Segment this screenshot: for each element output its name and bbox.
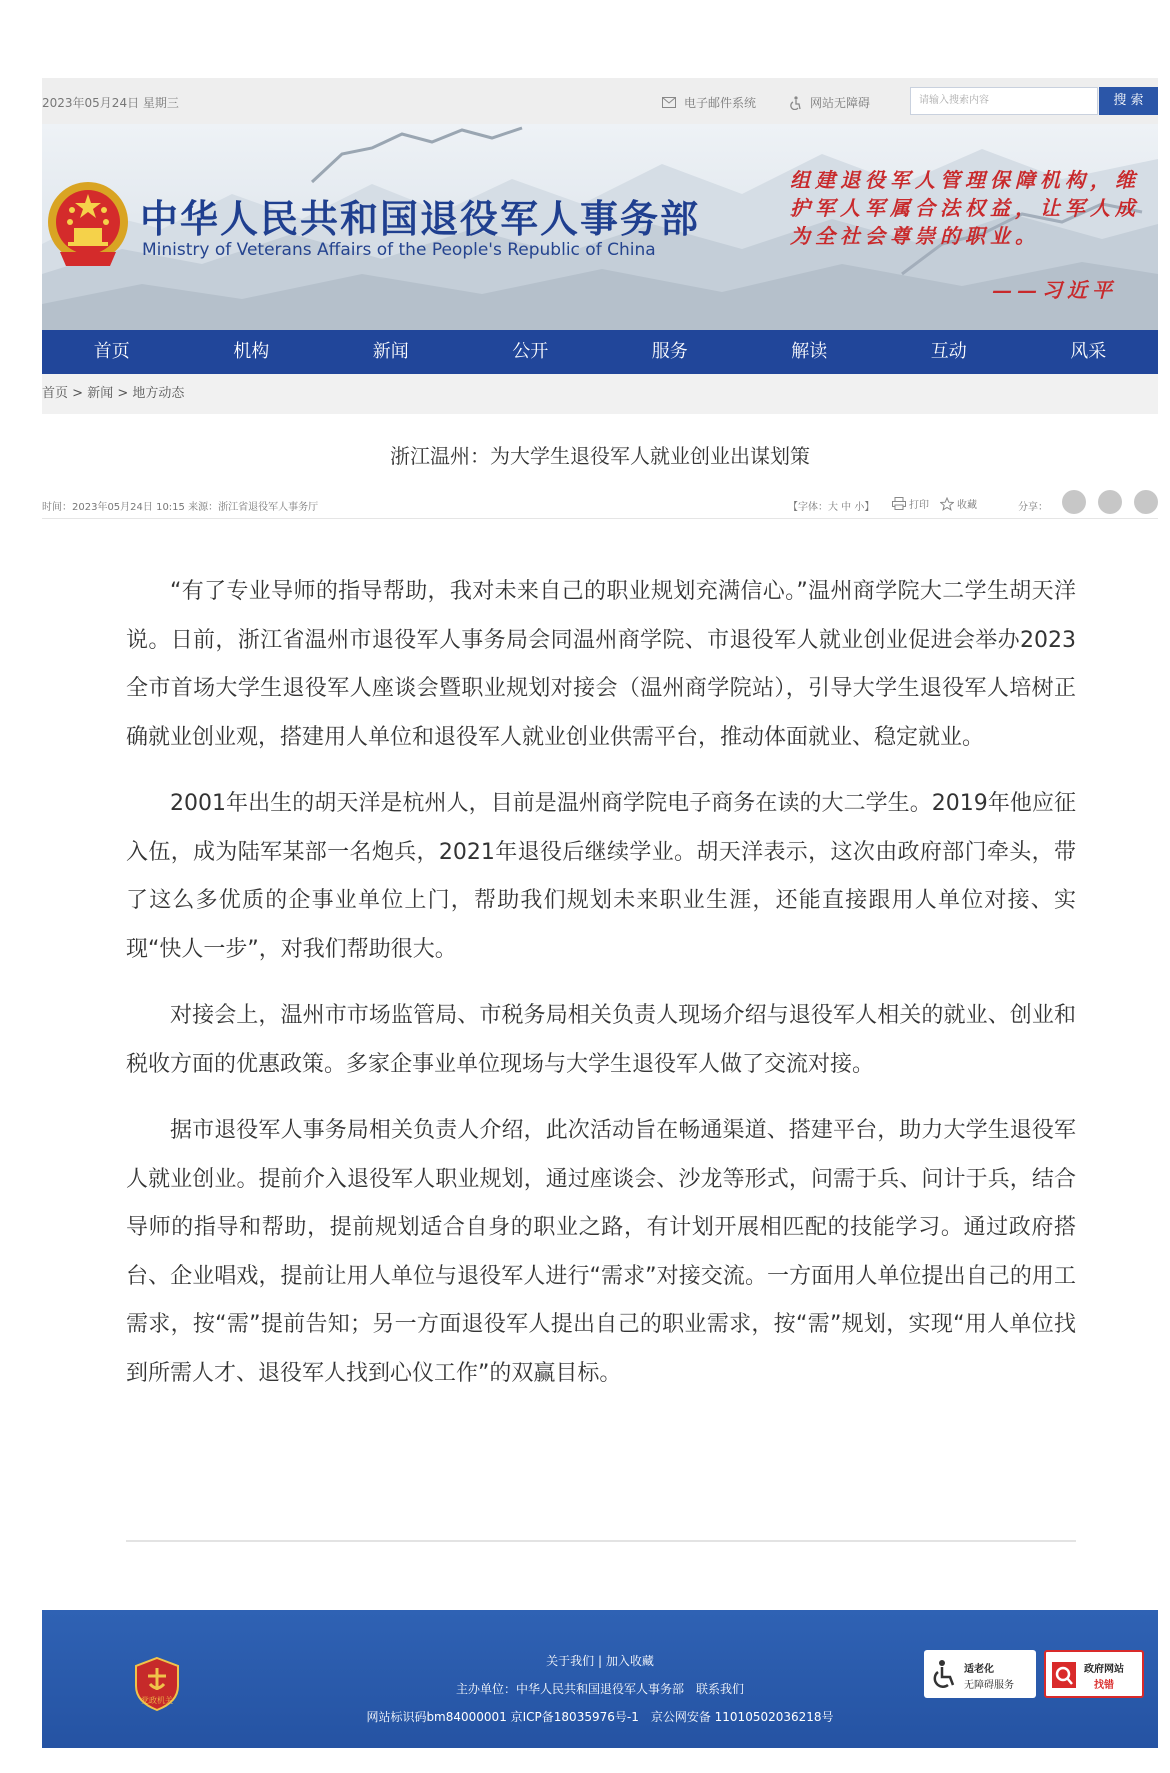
email-link[interactable]: [662, 94, 756, 111]
nav-item-showcase[interactable]: 风采: [1070, 341, 1107, 362]
nav-item-organization[interactable]: 机构: [233, 341, 270, 362]
font-size-switcher[interactable]: 【字体：大 中 小】: [788, 502, 875, 513]
article-title: 浙江温州：为大学生退役军人就业创业出谋划策: [390, 444, 810, 468]
share-label: 分享：: [1018, 502, 1048, 513]
main-nav: [42, 330, 1158, 374]
national-emblem-icon: [46, 180, 130, 270]
search-button[interactable]: 搜 索: [1099, 87, 1158, 115]
nav-item-disclosure[interactable]: 公开: [512, 341, 549, 362]
nav-item-services[interactable]: 服务: [651, 341, 688, 362]
magnifier-icon: [1050, 1660, 1078, 1690]
nav-item-interaction[interactable]: 互动: [930, 341, 967, 362]
site-title-chinese: 中华人民共和国退役军人事务部: [140, 196, 701, 241]
nav-item-home[interactable]: 首页: [93, 341, 130, 362]
more-share-icon[interactable]: [1134, 490, 1158, 514]
article-publish-info: 时间：2023年05月24日 10:15 来源：浙江省退役军人事务厅: [42, 502, 319, 513]
quote-author: ——习近平: [992, 278, 1117, 302]
gov-badge-line1: 政府网站: [1084, 1664, 1124, 1675]
favorite-label: 收藏: [957, 500, 977, 511]
site-title-english: Ministry of Veterans Affairs of the People's Republic of China: [142, 240, 656, 260]
breadcrumb-current[interactable]: 地方动态: [132, 386, 185, 401]
printer-icon: [892, 497, 906, 510]
wechat-share-icon[interactable]: [1062, 490, 1086, 514]
print-label: 打印: [909, 500, 929, 511]
accessibility-link-label: 网站无障碍: [810, 96, 871, 110]
footer-registration: 网站标识码bm84000001 京ICP备18035976号-1 京公网安备 11010502036218号: [366, 1710, 834, 1724]
footer-organizer: 主办单位：中华人民共和国退役军人事务部 联系我们: [455, 1682, 744, 1696]
article-paragraph: “有了专业导师的指导帮助，我对未来自己的职业规划充满信心。”温州商学院大二学生胡天洋说。日前，浙江省温州市退役军人事务局会同温州商学院、市退役军人就业创业促进会举办2023全市首场大学生退役军人座谈会暨职业规划对接会（温州商学院站），引导大学生退役军人培树正确就业创业观，搭建用人单位和退役军人就业创业供需平台，推动体面就业、稳定就业。: [126, 579, 1076, 750]
footer-links[interactable]: 关于我们 | 加入收藏: [546, 1654, 654, 1668]
elderly-badge-line2: 无障碍服务: [964, 1680, 1014, 1691]
gov-website-error-report-badge[interactable]: [1044, 1650, 1144, 1698]
breadcrumb-separator: >: [72, 386, 84, 401]
site-footer: [42, 1610, 1158, 1748]
email-link-label: 电子邮件系统: [684, 96, 757, 110]
breadcrumb: [42, 374, 1158, 414]
nav-item-news[interactable]: 新闻: [372, 341, 409, 362]
print-button[interactable]: [892, 496, 929, 511]
accessibility-link[interactable]: [790, 94, 870, 111]
breadcrumb-news[interactable]: 新闻: [87, 386, 114, 401]
current-date: 2023年05月24日 星期三: [42, 96, 179, 110]
breadcrumb-separator: >: [117, 386, 129, 401]
accessibility-icon: [790, 96, 802, 110]
article-paragraph: 据市退役军人事务局相关负责人介绍，此次活动旨在畅通渠道、搭建平台，助力大学生退役军人就业创业。提前介入退役军人职业规划，通过座谈会、沙龙等形式，问需于兵、问计于兵，结合导师的指导和帮助，提前规划适合自身的职业之路，有计划开展相匹配的技能学习。通过政府搭台、企业唱戏，提前让用人单位与退役军人进行“需求”对接交流。一方面用人单位提出自己的用工需求，按“需”提前告知；另一方面退役军人提出自己的职业需求，按“需”规划，实现“用人单位找到所需人才、退役军人找到心仪工作”的双赢目标。: [126, 1118, 1076, 1386]
weibo-share-icon[interactable]: [1098, 490, 1122, 514]
star-icon: [940, 497, 954, 511]
wheelchair-icon: [932, 1659, 960, 1689]
breadcrumb-home[interactable]: 首页: [42, 386, 69, 401]
article-divider: [126, 1540, 1076, 1542]
site-banner: [42, 124, 1158, 330]
badge-label: 党政机关: [141, 1696, 173, 1705]
article-meta: [42, 484, 1158, 519]
elderly-accessibility-badge[interactable]: [924, 1650, 1036, 1698]
mail-icon: [662, 97, 676, 108]
nav-item-interpretation[interactable]: 解读: [791, 341, 828, 362]
top-bar: [42, 78, 1158, 124]
article-paragraph: 2001年出生的胡天洋是杭州人，目前是温州商学院电子商务在读的大二学生。2019年他应征入伍，成为陆军某部一名炮兵，2021年退役后继续学业。胡天洋表示，这次由政府部门牵头，带了这么多优质的企事业单位上门，帮助我们规划未来职业生涯，还能直接跟用人单位对接、实现“快人一步”，对我们帮助很大。: [126, 791, 1076, 962]
article-paragraph: 对接会上，温州市市场监管局、市税务局相关负责人现场介绍与退役军人相关的就业、创业和税收方面的优惠政策。多家企事业单位现场与大学生退役军人做了交流对接。: [126, 1003, 1076, 1077]
article-body: [126, 568, 1076, 1416]
elderly-badge-line1: 适老化: [964, 1664, 994, 1675]
gov-badge-line2: 找错: [1094, 1680, 1114, 1691]
favorite-button[interactable]: [940, 496, 977, 511]
search-input[interactable]: 请输入搜索内容: [910, 87, 1098, 115]
leader-quote: 组建退役军人管理保障机构，维护军人军属合法权益，让军人成为全社会尊崇的职业。: [790, 168, 1140, 248]
